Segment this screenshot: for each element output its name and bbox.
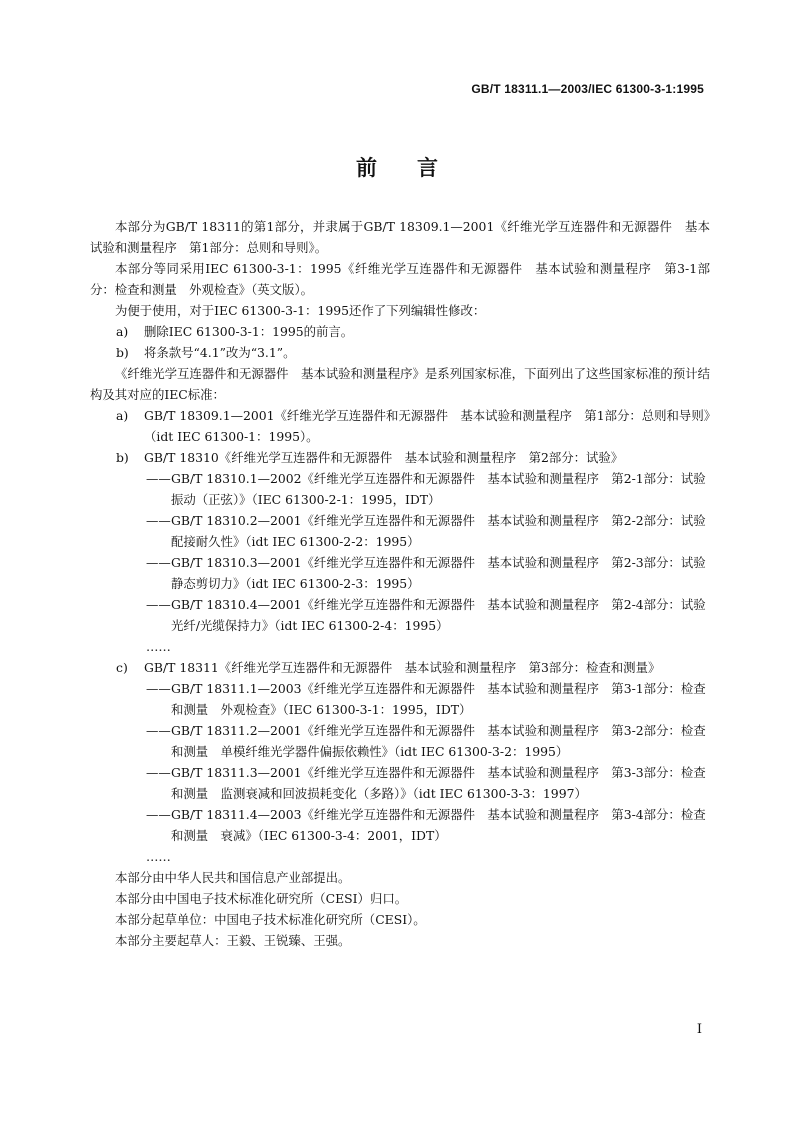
dash-mark: ——	[146, 597, 171, 612]
item-label: c)	[116, 660, 128, 675]
list-item	[90, 762, 710, 804]
list-item	[90, 804, 710, 846]
ellipsis: ……	[146, 849, 171, 864]
list-item	[90, 594, 718, 636]
page-number: I	[696, 1022, 702, 1037]
dash-mark: ——	[146, 555, 171, 570]
item-label: a)	[116, 324, 129, 339]
item-text: GB/T 18310《纤维光学互连器件和无源器件 基本试验和测量程序 第2部分：试验》	[144, 450, 624, 465]
list-item-text: GB/T 18311.2—2001《纤维光学互连器件和无源器件 基本试验和测量程序 第3-2部分：检查和测量 单模纤维光学器件偏振依赖性》（idt IEC 61300-3-2：1995）	[171, 723, 706, 759]
intro-paragraph-4: 《纤维光学互连器件和无源器件 基本试验和测量程序》是系列国家标准，下面列出了这些国家标准的预计结构及其对应的IEC标准：	[90, 366, 710, 402]
dash-mark: ——	[146, 513, 171, 528]
foreword-body	[90, 216, 718, 951]
page-title: 前言	[356, 155, 478, 180]
dash-mark: ——	[146, 723, 171, 738]
dash-mark: ——	[146, 807, 171, 822]
item-text: 将条款号“4.1”改为“3.1”。	[144, 345, 296, 360]
intro-paragraph-3: 为便于使用，对于IEC 61300-3-1：1995还作了下列编辑性修改：	[115, 303, 486, 318]
list-item-text: GB/T 18311.4—2003《纤维光学互连器件和无源器件 基本试验和测量程序 第3-4部分：检查和测量 衰减》（IEC 61300-3-4：2001，IDT）	[171, 807, 706, 843]
list-item-text: GB/T 18310.3—2001《纤维光学互连器件和无源器件 基本试验和测量程序 第2-3部分：试验 静态剪切力》（idt IEC 61300-2-3：1995）	[171, 555, 718, 591]
list-item-text: GB/T 18311.1—2003《纤维光学互连器件和无源器件 基本试验和测量程序 第3-1部分：检查和测量 外观检查》（IEC 61300-3-1：1995，IDT）	[171, 681, 706, 717]
closing-line: 本部分由中华人民共和国信息产业部提出。	[115, 870, 351, 885]
item-label: b)	[116, 450, 129, 465]
list-item	[90, 510, 718, 552]
closing-line: 本部分主要起草人：王毅、王锐臻、王强。	[115, 933, 351, 948]
closing-line: 本部分由中国电子技术标准化研究所（CESI）归口。	[115, 891, 408, 906]
item-label: b)	[116, 345, 129, 360]
item-text: GB/T 18309.1—2001《纤维光学互连器件和无源器件 基本试验和测量程序 第1部分：总则和导则》（idt IEC 61300-1：1995）。	[144, 408, 710, 444]
structure-item-b	[90, 447, 710, 468]
dash-mark: ——	[146, 471, 171, 486]
list-item	[90, 552, 718, 594]
list-item	[90, 468, 718, 510]
dash-mark: ——	[146, 681, 171, 696]
list-item-text: GB/T 18311.3—2001《纤维光学互连器件和无源器件 基本试验和测量程序 第3-3部分：检查和测量 监测衰减和回波损耗变化（多路）》（idt IEC 61300-3-3：1997）	[171, 765, 706, 801]
ellipsis: ……	[146, 639, 171, 654]
list-item	[90, 720, 710, 762]
dash-mark: ——	[146, 765, 171, 780]
structure-item-c	[90, 657, 710, 678]
list-item-text: GB/T 18310.2—2001《纤维光学互连器件和无源器件 基本试验和测量程序 第2-2部分：试验 配接耐久性》（idt IEC 61300-2-2：1995）	[171, 513, 718, 549]
list-item	[90, 678, 710, 720]
list-item-text: GB/T 18310.1—2002《纤维光学互连器件和无源器件 基本试验和测量程序 第2-1部分：试验 振动（正弦）》（IEC 61300-2-1：1995，IDT）	[171, 471, 718, 507]
closing-line: 本部分起草单位：中国电子技术标准化研究所（CESI）。	[115, 912, 426, 927]
modification-item-b	[90, 342, 710, 363]
item-text: 删除IEC 61300-3-1：1995的前言。	[144, 324, 354, 339]
standard-code-header: GB/T 18311.1—2003/IEC 61300-3-1:1995	[471, 82, 704, 96]
list-item-text: GB/T 18310.4—2001《纤维光学互连器件和无源器件 基本试验和测量程序 第2-4部分：试验 光纤/光缆保持力》（idt IEC 61300-2-4：1995）	[171, 597, 718, 633]
intro-paragraph-1: 本部分为GB/T 18311的第1部分，并隶属于GB/T 18309.1—2001《纤维光学互连器件和无源器件 基本试验和测量程序 第1部分：总则和导则》。	[90, 219, 710, 255]
item-text: GB/T 18311《纤维光学互连器件和无源器件 基本试验和测量程序 第3部分：检查和测量》	[144, 660, 661, 675]
structure-item-a	[90, 405, 710, 447]
item-label: a)	[116, 408, 129, 423]
intro-paragraph-2: 本部分等同采用IEC 61300-3-1：1995《纤维光学互连器件和无源器件 基本试验和测量程序 第3-1部分：检查和测量 外观检查》（英文版）。	[90, 261, 710, 297]
modification-item-a	[90, 321, 710, 342]
